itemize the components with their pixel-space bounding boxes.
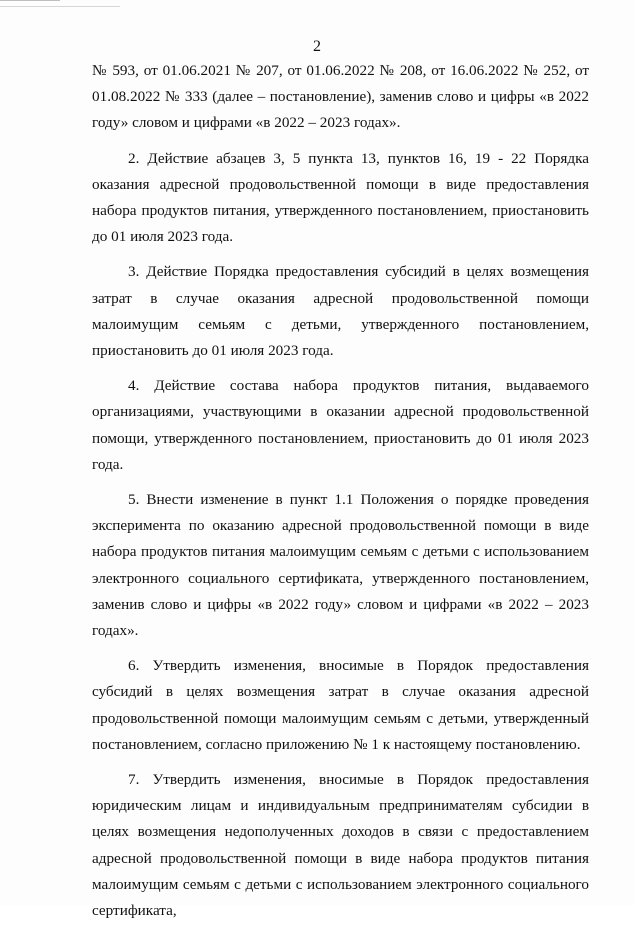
paragraph-item-7: 7. Утвердить изменения, вносимые в Порядок предоставления юридическим лицам и индивидуальным предпринимателям субсидии в целях возмещения недополученных доходов в связи с предоставлением адресной продовольственной помощи в виде набора продуктов питания малоимущим семьям с детьми с использованием электронного социального сертификата, [92,771,589,920]
paragraph-item-3: 3. Действие Порядка предоставления субсидий в целях возмещения затрат в случае оказания адресной продовольственной помощи малоимущим семьям с детьми, утвержденного постановлением, приостановить до 01 июля 2023 года. [92,263,589,360]
document-body [92,58,589,933]
paragraph-item-5: 5. Внести изменение в пункт 1.1 Положения о порядке проведения эксперимента по оказанию адресной продовольственной помощи в виде набора продуктов питания малоимущим семьям с детьми с использованием электронного социального сертификата, утвержденного постановлением, заменив слово и цифры «в 2022 году» словом и цифрами «в 2022 – 2023 годах». [92,491,589,640]
page-number: 2 [313,38,321,55]
paragraph-item-6: 6. Утвердить изменения, вносимые в Порядок предоставления субсидий в целях возмещения затрат в случае оказания адресной продовольственной помощи малоимущим семьям с детьми, утвержденный постановлением, согласно приложению № 1 к настоящему постановлению. [92,657,589,753]
paragraph-item-2: 2. Действие абзацев 3, 5 пункта 13, пунктов 16, 19 - 22 Порядка оказания адресной продовольственной помощи в виде предоставления набора продуктов питания, утвержденного постановлением, приостановить до 01 июля 2023 года. [92,149,589,246]
scan-artifact-line [0,6,120,7]
scan-artifact-line [0,0,60,1]
paragraph-item-4: 4. Действие состава набора продуктов питания, выдаваемого организациями, участвующими в оказании адресной продовольственной помощи, утвержденного постановлением, приостановить до 01 июля 2023 года. [92,377,589,473]
paragraph-continuation: № 593, от 01.06.2021 № 207, от 01.06.2022 № 208, от 16.06.2022 № 252, от 01.08.2022 № 333 (далее – постановление), заменив слово и цифры «в 2022 году» словом и цифрами «в 2022 – 2023 годах». [92,62,589,132]
